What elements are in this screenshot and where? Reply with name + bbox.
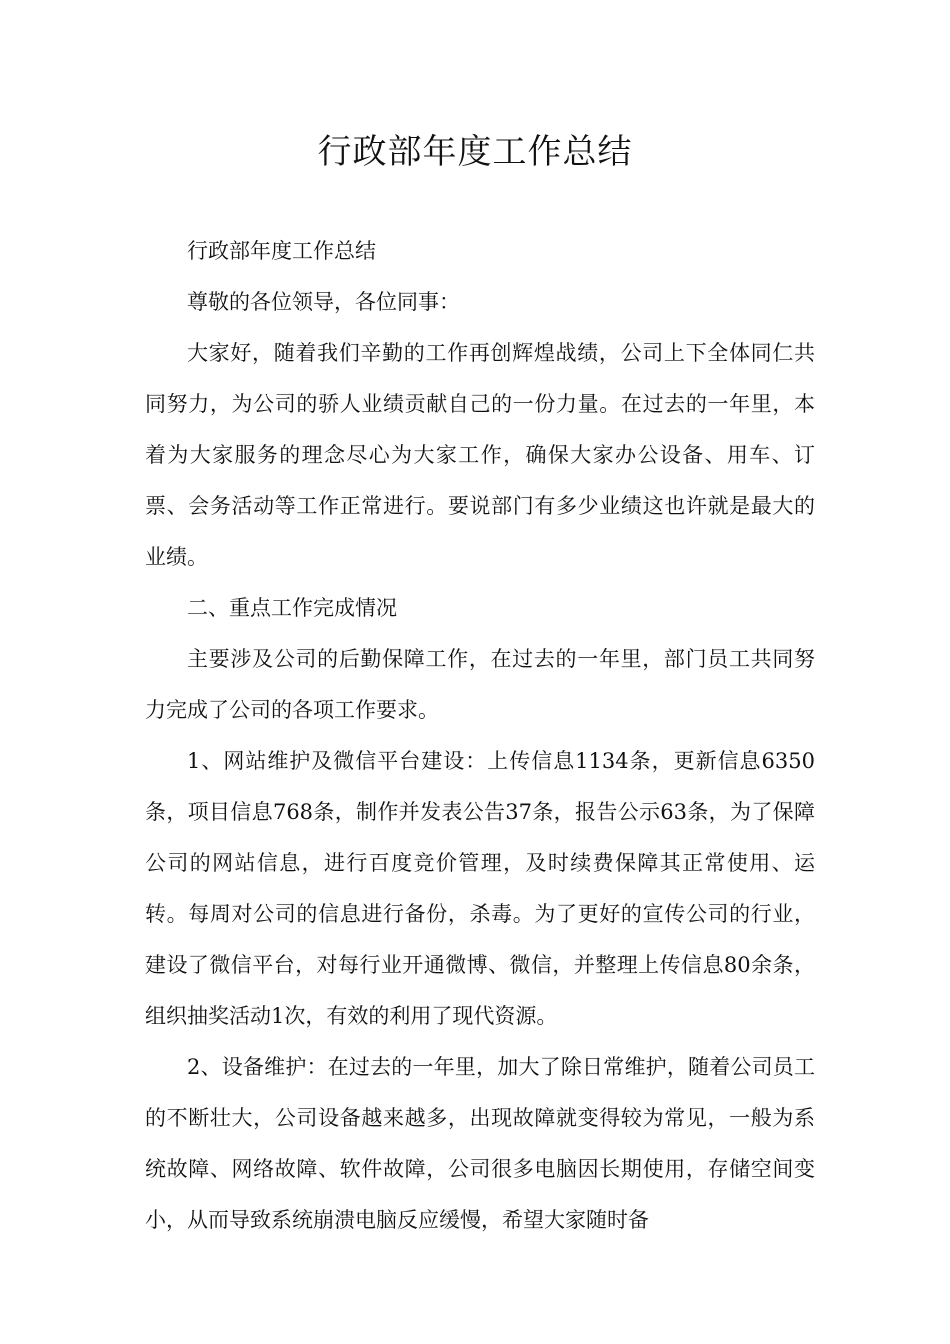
paragraph-intro: 大家好，随着我们辛勤的工作再创辉煌战绩，公司上下全体同仁共同努力，为公司的骄人业绩贡献自己的一份力量。在过去的一年里，本着为大家服务的理念尽心为大家工作，确保大家办公设备、用车、订票、会务活动等工作正常进行。要说部门有多少业绩这也许就是最大的业绩。 [145,341,815,569]
paragraph-website-maintenance: 1、网站维护及微信平台建设：上传信息1134条，更新信息6350条，项目信息768条，制作并发表公告37条，报告公示63条，为了保障公司的网站信息，进行百度竞价管理，及时续费保障其正常使用、运转。每周对公司的信息进行备份，杀毒。为了更好的宣传公司的行业，建设了微信平台，对每行业开通微博、微信，并整理上传信息80余条，组织抽奖活动1次，有效的利用了现代资源。 [145,749,815,1028]
document-body [145,226,815,1246]
document-title: 行政部年度工作总结 [317,132,633,172]
paragraph-key-work-summary: 主要涉及公司的后勤保障工作，在过去的一年里，部门员工共同努力完成了公司的各项工作要求。 [145,647,815,722]
paragraph-greeting: 尊敬的各位领导，各位同事： [187,290,460,314]
section-heading-key-work: 二、重点工作完成情况 [187,596,397,620]
paragraph-equipment-maintenance: 2、设备维护：在过去的一年里，加大了除日常维护，随着公司员工的不断壮大，公司设备越来越多，出现故障就变得较为常见，一般为系统故障、网络故障、软件故障，公司很多电脑因长期使用，存储空间变小，从而导致系统崩溃电脑反应缓慢，希望大家随时备 [145,1055,815,1232]
paragraph-subtitle: 行政部年度工作总结 [187,239,376,263]
